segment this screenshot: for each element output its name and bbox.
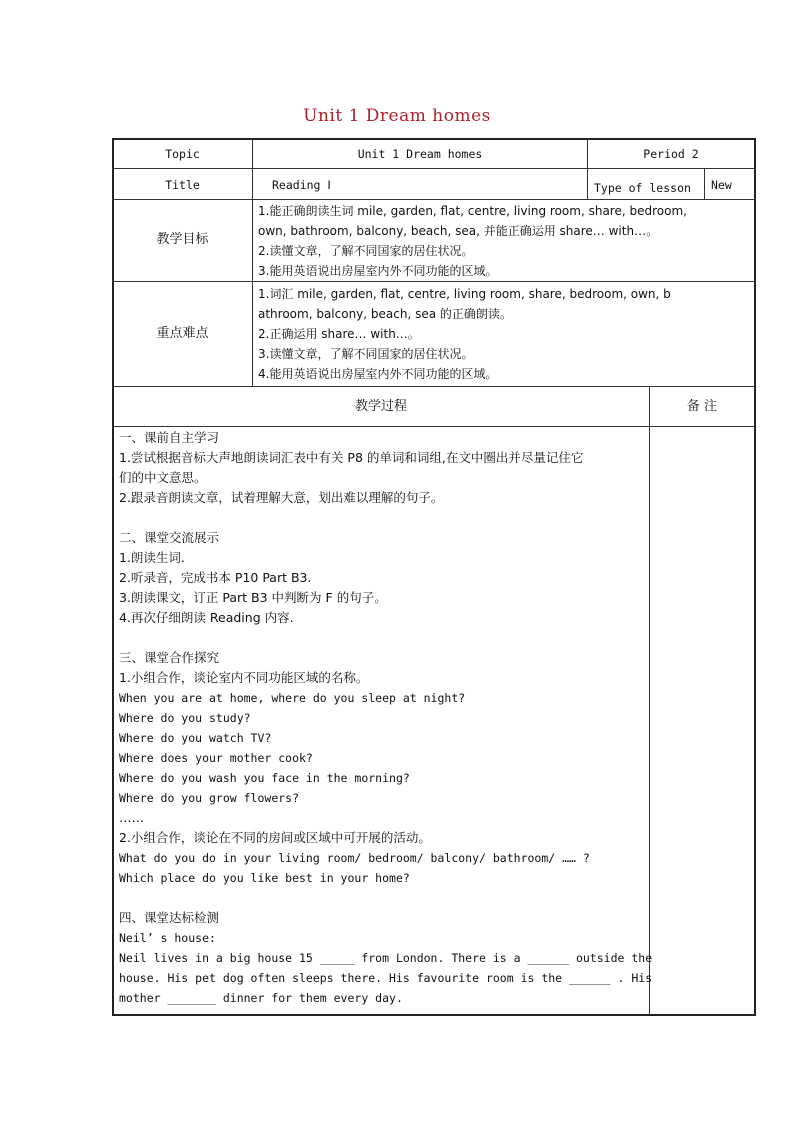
key-point-line: 1.词汇 mile, garden, flat, centre, living room, share, bedroom, own, b [258,287,671,301]
process-line: house. His pet dog often sleeps there. His favourite room is the ______ . His [119,971,653,985]
process-line: Where do you study? [119,711,251,725]
key-point-line: 3.读懂文章，了解不同国家的居住状况。 [258,347,474,361]
key-point-line: 4.能用英语说出房屋室内外不同功能的区域。 [258,367,498,381]
title-label: Title [165,178,200,192]
topic-label: Topic [165,147,200,161]
objective-line: own, bathroom, balcony, beach, sea, 并能正确运用 share… with…。 [258,224,659,238]
process-line: 1.小组合作，谈论室内不同功能区域的名称。 [119,670,369,685]
process-line: Where do you watch TV? [119,731,272,745]
key-points-label: 重点难点 [156,326,209,341]
row-divider [112,426,756,427]
process-header: 教学过程 [354,399,407,414]
key-point-line: 2.正确运用 share… with…。 [258,327,420,341]
topic-value: Unit 1 Dream homes [357,147,483,161]
process-line: 二、课堂交流展示 [119,530,220,545]
column-divider [704,169,705,200]
process-line: 们的中文意思。 [119,470,207,485]
process-line: …… [119,810,144,825]
process-line: 2.小组合作，谈论在不同的房间或区域中可开展的活动。 [119,830,431,845]
lesson-type-value: New [711,178,732,192]
process-content [119,428,652,1008]
process-line: 三、课堂合作探究 [119,650,220,665]
process-line: Where do you grow flowers? [119,791,300,805]
process-line: 四、课堂达标检测 [119,910,220,925]
document-title: Unit 1 Dream homes [303,106,491,126]
row-divider [112,168,756,169]
objective-line: 1.能正确朗读生词 mile, garden, flat, centre, living room, share, bedroom, [258,204,687,218]
process-line [119,508,652,528]
notes-header: 备 注 [686,399,718,414]
process-line: 2.跟录音朗读文章，试着理解大意，划出难以理解的句子。 [119,490,444,505]
process-line: 1.朗读生词. [119,550,185,565]
objective-line: 3.能用英语说出房屋室内外不同功能的区域。 [258,264,498,278]
objectives-text [258,201,687,281]
process-line: 一、课前自主学习 [119,430,220,445]
process-line: 2.听录音，完成书本 P10 Part B3. [119,570,312,585]
process-line: 3.朗读课文，订正 Part B3 中判断为 F 的句子。 [119,590,387,605]
process-line: Which place do you like best in your home? [119,871,410,885]
process-line: Neil lives in a big house 15 _____ from London. There is a ______ outside the [119,951,653,965]
row-divider [112,281,756,282]
period-value: Period 2 [643,147,699,161]
title-value: Reading Ⅰ [272,178,331,192]
key-point-line: athroom, balcony, beach, sea 的正确朗读。 [258,307,512,321]
process-line: Where does your mother cook? [119,751,313,765]
process-line: What do you do in your living room/ bedroom/ balcony/ bathroom/ …… ? [119,851,590,865]
process-line: Neil’ s house: [119,931,216,945]
process-line [119,628,652,648]
objective-line: 2.读懂文章，了解不同国家的居住状况。 [258,244,474,258]
objectives-label: 教学目标 [156,232,209,247]
row-divider [112,386,756,387]
process-line [119,888,652,908]
process-line: 1.尝试根据音标大声地朗读词汇表中有关 P8 的单词和词组,在文中圈出并尽量记住它 [119,450,584,465]
lesson-type-label: Type of lesson [594,181,691,195]
row-divider [112,199,756,200]
process-line: Where do you wash you face in the morning? [119,771,410,785]
key-points-text [258,284,671,384]
process-line: mother _______ dinner for them every day. [119,991,403,1005]
process-line: When you are at home, where do you sleep at night? [119,691,466,705]
process-line: 4.再次仔细朗读 Reading 内容. [119,610,294,625]
column-divider [252,139,253,387]
